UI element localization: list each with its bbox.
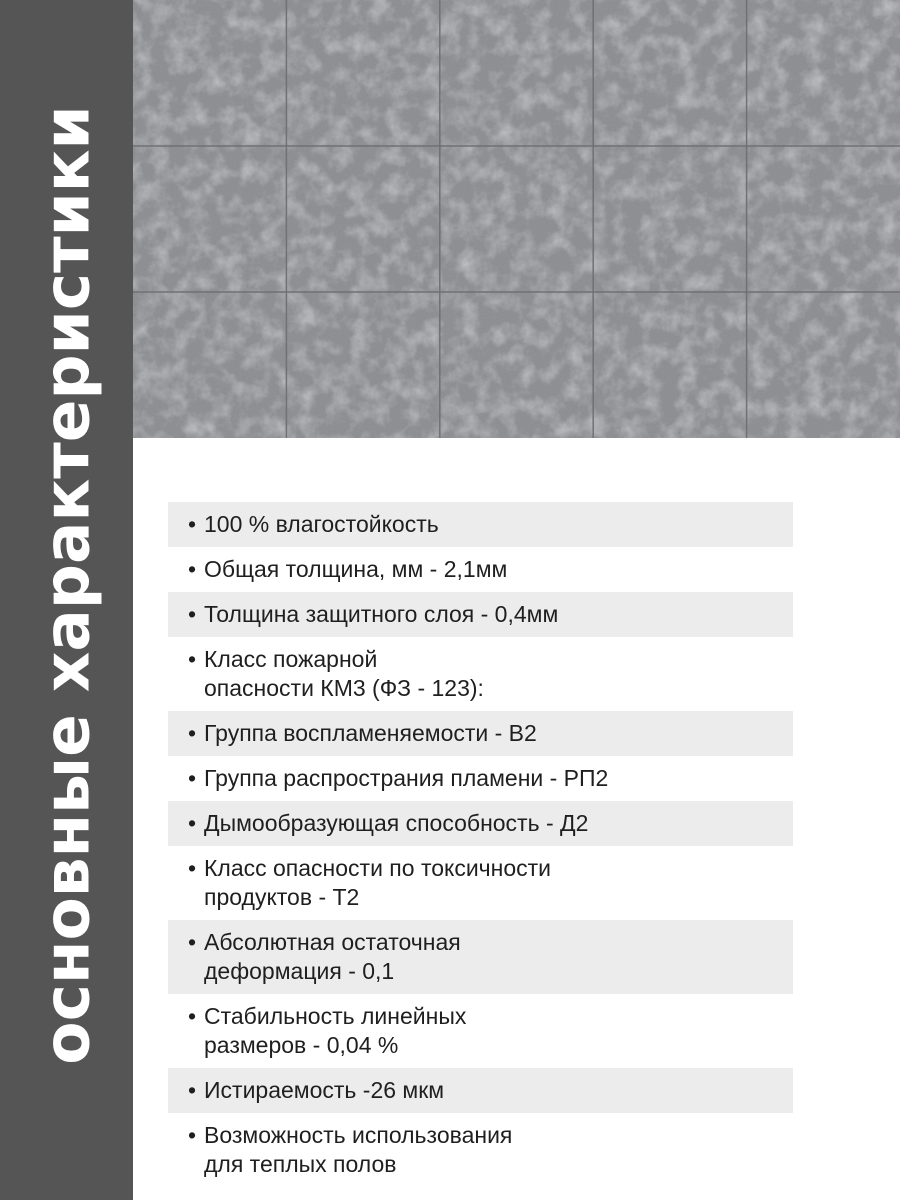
- bullet-icon: •: [188, 720, 197, 746]
- tile-texture-image: [133, 0, 900, 438]
- spec-text: Группа распространия пламени - РП2: [204, 765, 609, 791]
- spec-list: [168, 502, 793, 1187]
- stone-grain: [133, 0, 900, 438]
- spec-item: [168, 920, 793, 994]
- spec-text: 100 % влагостойкость: [204, 511, 439, 537]
- bullet-icon: •: [188, 556, 197, 582]
- sidebar: [0, 0, 133, 1200]
- vertical-title: основные характеристики: [30, 105, 104, 1065]
- bullet-icon: •: [188, 1077, 197, 1103]
- bullet-icon: •: [188, 511, 197, 537]
- spec-item: [168, 711, 793, 756]
- spec-text: Возможность использования для теплых полов: [204, 1122, 513, 1177]
- bullet-icon: •: [188, 810, 197, 836]
- spec-item: [168, 592, 793, 637]
- spec-item: [168, 846, 793, 920]
- spec-text: Класс пожарной опасности КМ3 (ФЗ - 123):: [204, 646, 484, 701]
- bullet-icon: •: [188, 765, 197, 791]
- spec-text: Толщина защитного слоя - 0,4мм: [204, 601, 559, 627]
- spec-item: [168, 1113, 793, 1187]
- spec-text: Абсолютная остаточная деформация - 0,1: [204, 929, 461, 984]
- spec-item: [168, 502, 793, 547]
- spec-text: Истираемость -26 мкм: [204, 1077, 445, 1103]
- bullet-icon: •: [188, 929, 197, 955]
- bullet-icon: •: [188, 601, 197, 627]
- spec-text: Группа воспламеняемости - В2: [204, 720, 537, 746]
- bullet-icon: •: [188, 1122, 197, 1148]
- spec-item: [168, 756, 793, 801]
- spec-item: [168, 637, 793, 711]
- spec-item: [168, 801, 793, 846]
- bullet-icon: •: [188, 646, 197, 672]
- bullet-icon: •: [188, 855, 197, 881]
- spec-text: Общая толщина, мм - 2,1мм: [204, 556, 508, 582]
- spec-text: Дымообразующая способность - Д2: [204, 810, 589, 836]
- tile-grid: [133, 0, 900, 438]
- bullet-icon: •: [188, 1003, 197, 1029]
- spec-item: [168, 994, 793, 1068]
- spec-item: [168, 547, 793, 592]
- spec-item: [168, 1068, 793, 1113]
- spec-text: Класс опасности по токсичности продуктов - Т2: [204, 855, 552, 910]
- spec-text: Стабильность линейных размеров - 0,04 %: [204, 1003, 467, 1058]
